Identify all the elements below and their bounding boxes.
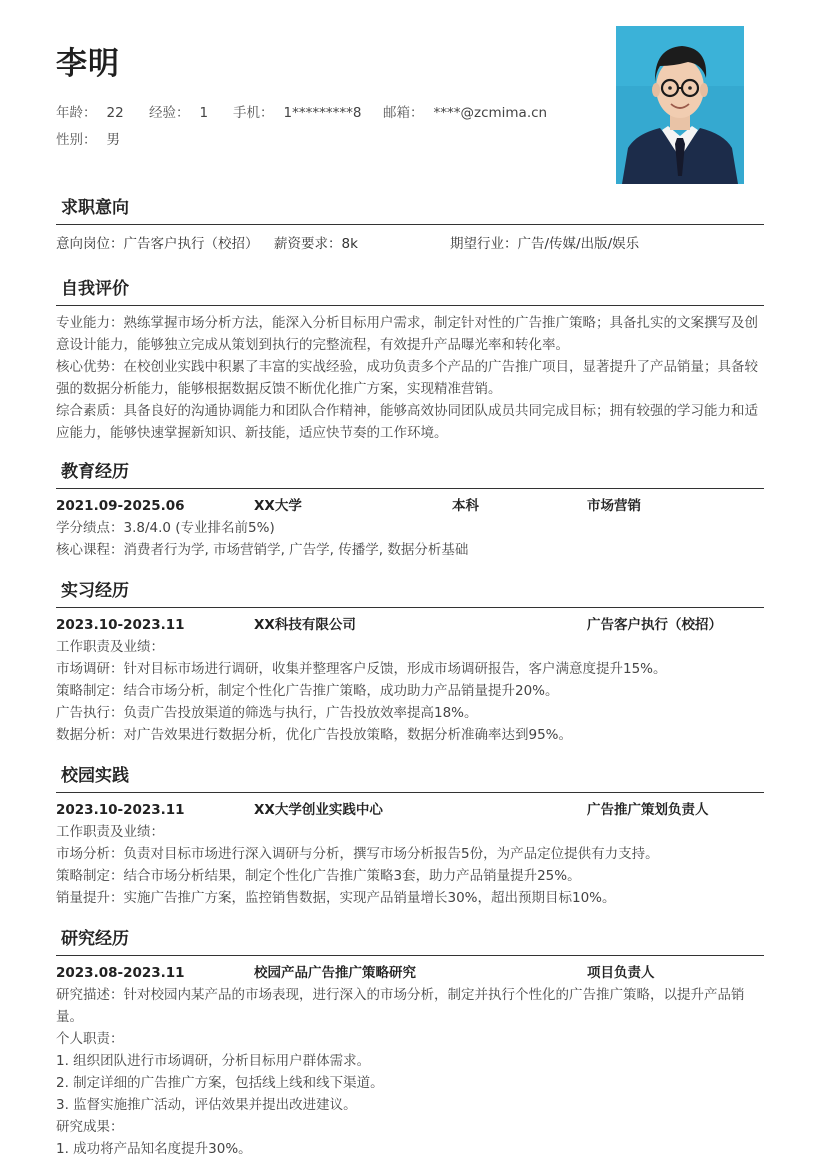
education-detail: 核心课程：消费者行为学, 市场营销学, 广告学, 传播学, 数据分析基础 <box>56 542 469 558</box>
research-line: 1. 成功将产品知名度提升30%。 <box>56 1141 252 1157</box>
education-date: 2021.09-2025.06 <box>56 498 185 514</box>
research-line: 研究成果： <box>56 1119 124 1135</box>
research-line: 3. 监督实施推广活动，评估效果并提出改进建议。 <box>56 1097 357 1113</box>
self-eval-paragraph: 综合素质：具备良好的沟通协调能力和团队合作精神，能够高效协同团队成员共同完成目标；拥有较强的学习能力和适应能力，能够快速掌握新知识、新技能，适应快节奏的工作环境。 <box>56 403 758 441</box>
portrait-illustration <box>616 26 744 184</box>
campus-line: 市场分析：负责对目标市场进行深入调研与分析，撰写市场分析报告5份，为产品定位提供有力支持。 <box>56 846 659 862</box>
self-eval-paragraph: 核心优势：在校创业实践中积累了丰富的实战经验，成功负责多个产品的广告推广项目，显著提升了产品销量；具备较强的数据分析能力，能够根据数据反馈不断优化推广方案，实现精准营销。 <box>56 359 758 397</box>
section-title-research: 研究经历 <box>56 928 764 956</box>
section-title-education: 教育经历 <box>56 461 764 489</box>
intent-salary: 薪资要求：8k <box>274 236 358 252</box>
gender-label: 性别： <box>56 132 97 148</box>
internship-header-row <box>56 614 764 636</box>
age-value: 22 <box>106 105 124 121</box>
gender-field <box>56 128 120 148</box>
campus-practice-section <box>56 765 764 909</box>
section-title-internship: 实习经历 <box>56 580 764 608</box>
intent-industry: 期望行业：广告/传媒/出版/娱乐 <box>450 236 640 252</box>
intent-position: 意向岗位：广告客户执行（校招） <box>56 236 259 252</box>
email-label: 邮箱： <box>383 105 424 121</box>
research-line: 1. 组织团队进行市场调研，分析目标用户群体需求。 <box>56 1053 371 1069</box>
gender-value: 男 <box>106 132 120 148</box>
internship-line: 市场调研：针对目标市场进行调研，收集并整理客户反馈，形成市场调研报告，客户满意度提升15%。 <box>56 661 667 677</box>
job-intent-section <box>56 197 764 255</box>
experience-value: 1 <box>199 105 209 121</box>
campus-line: 销量提升：实施广告推广方案，监控销售数据，实现产品销量增长30%，超出预期目标10%。 <box>56 890 616 906</box>
age-label: 年龄： <box>56 105 97 121</box>
phone-value: 1*********8 <box>283 105 362 121</box>
internship-line: 广告执行：负责广告投放渠道的筛选与执行，广告投放效率提高18%。 <box>56 705 478 721</box>
age-field <box>56 101 124 121</box>
campus-line: 策略制定：结合市场分析结果，制定个性化广告推广策略3套，助力产品销量提升25%。 <box>56 868 581 884</box>
self-eval-paragraph: 专业能力：熟练掌握市场分析方法，能深入分析目标用户需求，制定针对性的广告推广策略；具备扎实的文案撰写及创意设计能力，能够独立完成从策划到执行的完整流程，有效提升产品曝光率和转化率。 <box>56 315 758 353</box>
internship-line: 工作职责及业绩： <box>56 639 164 655</box>
self-evaluation-section <box>56 278 764 444</box>
research-section <box>56 928 764 1160</box>
education-header-row <box>56 495 764 517</box>
research-role: 项目负责人 <box>587 965 655 981</box>
education-section <box>56 461 764 561</box>
job-intent-row <box>56 233 764 255</box>
education-school: XX大学 <box>254 498 302 514</box>
internship-company: XX科技有限公司 <box>254 617 356 633</box>
section-title-campus-practice: 校园实践 <box>56 765 764 793</box>
experience-field <box>149 101 208 121</box>
research-line: 2. 制定详细的广告推广方案，包括线上线和线下渠道。 <box>56 1075 384 1091</box>
campus-line: 工作职责及业绩： <box>56 824 164 840</box>
section-title-job-intent: 求职意向 <box>56 197 764 225</box>
research-date: 2023.08-2023.11 <box>56 965 185 981</box>
candidate-name: 李明 <box>56 46 120 82</box>
section-title-self-evaluation: 自我评价 <box>56 278 764 306</box>
research-header-row <box>56 962 764 984</box>
email-field <box>383 101 547 121</box>
internship-section <box>56 580 764 746</box>
phone-label: 手机： <box>233 105 274 121</box>
internship-date: 2023.10-2023.11 <box>56 617 185 633</box>
campus-header-row <box>56 799 764 821</box>
campus-role: 广告推广策划负责人 <box>587 802 709 818</box>
research-description: 研究描述：针对校园内某产品的市场表现，进行深入的市场分析，制定并执行个性化的广告推广策略，以提升产品销量。 <box>56 987 745 1025</box>
internship-line: 策略制定：结合市场分析，制定个性化广告推广策略，成功助力产品销量提升20%。 <box>56 683 559 699</box>
research-project: 校园产品广告推广策略研究 <box>254 965 416 981</box>
email-value[interactable]: ****@zcmima.cn <box>433 105 548 121</box>
education-degree: 本科 <box>452 498 479 514</box>
internship-line: 数据分析：对广告效果进行数据分析，优化广告投放策略，数据分析准确率达到95%。 <box>56 727 573 743</box>
experience-label: 经验： <box>149 105 190 121</box>
profile-photo <box>616 26 744 184</box>
internship-role: 广告客户执行（校招） <box>587 617 722 633</box>
education-detail: 学分绩点：3.8/4.0 (专业排名前5%) <box>56 520 275 536</box>
education-major: 市场营销 <box>587 498 641 514</box>
campus-date: 2023.10-2023.11 <box>56 802 185 818</box>
campus-org: XX大学创业实践中心 <box>254 802 383 818</box>
research-line: 个人职责： <box>56 1031 124 1047</box>
phone-field <box>233 101 361 121</box>
